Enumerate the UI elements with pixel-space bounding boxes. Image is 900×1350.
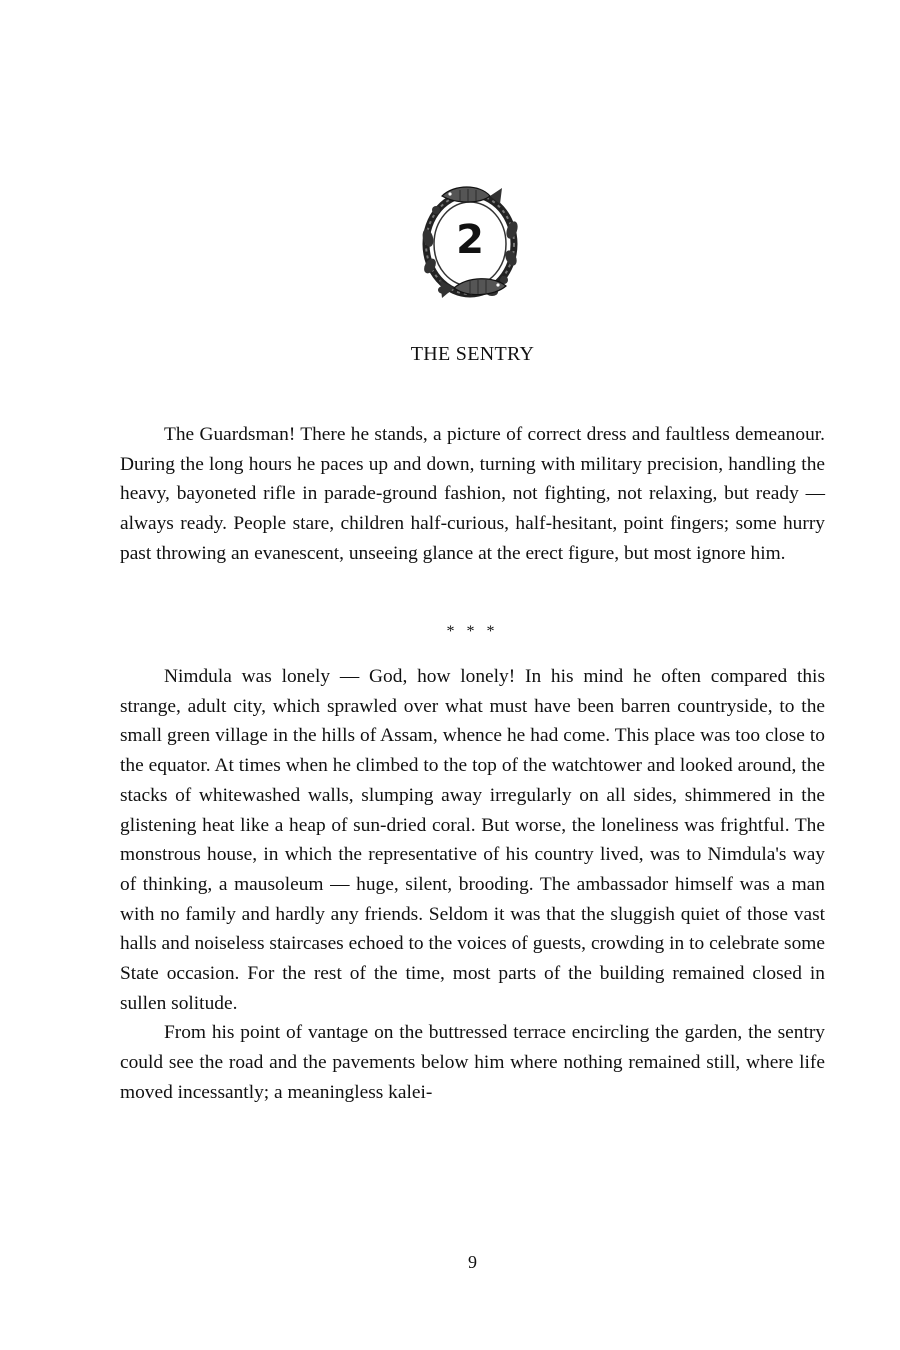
paragraph: From his point of vantage on the buttressed terrace encircling the garden, the sentry could see the road and the pavements below him where nothing remained still, where life moved incessantly; a meaningless kalei- <box>120 1022 825 1103</box>
body-text-before-break <box>120 420 825 569</box>
paragraph: Nimdula was lonely — God, how lonely! In his mind he often compared this strange, adult city, which sprawled over what must have been barren countryside, to the small green village in the hills of Assam, whence he had come. This place was too close to the equator. At times when he climbed to the top of the watchtower and looked around, the stacks of whitewashed walls, slumping away irregularly on all sides, shimmered in the glistening heat like a heap of sun-dried coral. But worse, the loneliness was frightful. The monstrous house, in which the representative of his country lived, was to Nimdula's way of thinking, a mausoleum — huge, silent, brooding. The ambassador himself was a man with no family and hardly any friends. Seldom it was that the sluggish quiet of those vast halls and noiseless staircases echoed to the voices of guests, crowding in to celebrate some State occasion. For the rest of the time, most parts of the building remained closed in sullen solitude. <box>120 666 825 1014</box>
chapter-number: 2 <box>456 217 484 263</box>
body-text-after-break <box>120 662 825 1108</box>
page-number: 9 <box>468 1252 477 1272</box>
chapter-title: THE SENTRY <box>410 343 535 365</box>
paragraph: The Guardsman! There he stands, a picture of correct dress and faultless demeanour. During the long hours he paces up and down, turning with military precision, handling the heavy, bayoneted rifle in parade-ground fashion, not fighting, not relaxing, but ready — always ready. People stare, children half-curious, half-hesitant, point fingers; some hurry past throwing an evanescent, unseeing glance at the erect figure, but most ignore him. <box>120 424 825 564</box>
section-break: * * * <box>446 623 499 640</box>
